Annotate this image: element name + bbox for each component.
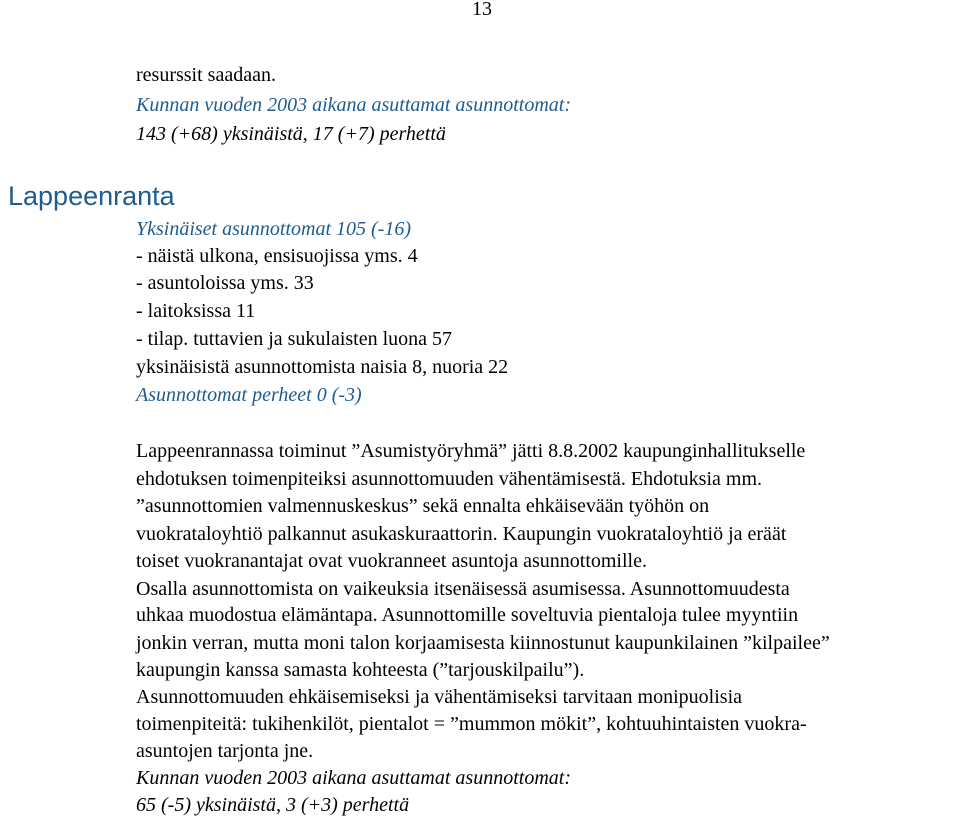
bottom-housed-heading: Kunnan vuoden 2003 aikana asuttamat asunnottomat: (136, 767, 571, 789)
body-line: ”asunnottomien valmennuskeskus” sekä ennalta ehkäisevään työhön on (136, 495, 710, 517)
intro-housed-heading: Kunnan vuoden 2003 aikana asuttamat asunnottomat: (136, 94, 571, 116)
body-line: ehdotuksen toimenpiteiksi asunnottomuuden vähentämisestä. Ehdotuksia mm. (136, 468, 763, 490)
body-line: kaupungin kanssa samasta kohteesta (”tarjouskilpailu”). (136, 659, 585, 681)
stat-singles: Yksinäiset asunnottomat 105 (-16) (136, 218, 411, 240)
stat-outdoors: - näistä ulkona, ensisuojissa yms. 4 (136, 245, 418, 267)
body-line: toimenpiteitä: tukihenkilöt, pientalot = ”mummon mökit”, kohtuuhintaisten vuokra- (136, 713, 807, 735)
body-line: uhkaa muodostua elämäntapa. Asunnottomille soveltuvia pientaloja tulee myyntiin (136, 604, 799, 626)
body-line: toiset vuokranantajat ovat vuokranneet asuntoja asunnottomille. (136, 550, 647, 572)
body-line: vuokrataloyhtiö palkannut asukaskuraattorin. Kaupungin vuokrataloyhtiö ja eräät (136, 523, 787, 545)
stat-families: Asunnottomat perheet 0 (-3) (136, 384, 362, 406)
stat-friends-relatives: - tilap. tuttavien ja sukulaisten luona 57 (136, 328, 453, 350)
page-number: 13 (472, 0, 492, 20)
body-line: asuntojen tarjonta jne. (136, 740, 314, 762)
body-line: Osalla asunnottomista on vaikeuksia itsenäisessä asumisessa. Asunnottomuudesta (136, 578, 790, 600)
intro-housed-figures: 143 (+68) yksinäistä, 17 (+7) perhettä (136, 123, 446, 145)
stat-dormitories: - asuntoloissa yms. 33 (136, 272, 314, 294)
bottom-housed-figures: 65 (-5) yksinäistä, 3 (+3) perhettä (136, 794, 410, 816)
body-line: Asunnottomuuden ehkäisemiseksi ja vähentämiseksi tarvitaan monipuolisia (136, 686, 742, 708)
intro-line-1: resurssit saadaan. (136, 64, 276, 86)
city-heading: Lappeenranta (8, 181, 175, 211)
body-line: jonkin verran, mutta moni talon korjaamisesta kiinnostunut kaupunkilainen ”kilpailee” (136, 632, 830, 654)
body-line: Lappeenrannassa toiminut ”Asumistyöryhmä” jätti 8.8.2002 kaupunginhallitukselle (136, 440, 806, 462)
stat-women-youth: yksinäisistä asunnottomista naisia 8, nuoria 22 (136, 356, 509, 378)
stat-institutions: - laitoksissa 11 (136, 300, 256, 322)
